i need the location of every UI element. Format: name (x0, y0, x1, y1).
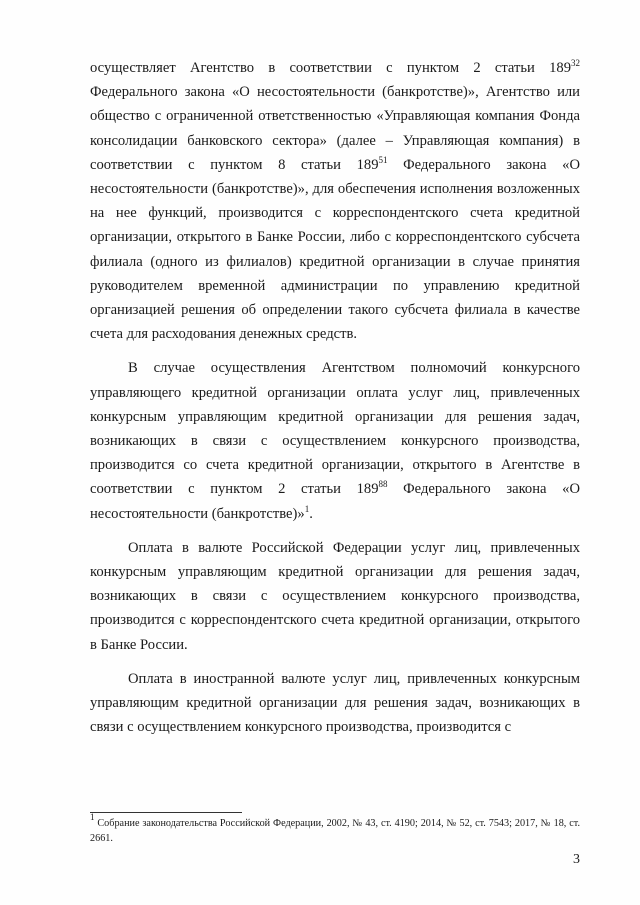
text-segment: Федерального закона «О несостоятельности (банкротстве)», Агентство или общество с ограниченной ответственностью «Управляющая компания Фонда консолидации банковского сектора» (далее – Управляющая компания) в соответствии с пунктом 8 статьи 189 (90, 84, 580, 173)
body-text (90, 56, 580, 739)
superscript: 51 (378, 154, 388, 165)
text-segment: В случае осуществления Агентством полномочий конкурсного управляющего кредитной организации оплата услуг лиц, привлеченных конкурсным управляющим кредитной организации для решения задач, возникающих в связи с осуществлением конкурсного производства, производится со счета кредитной организации, открытого в Агентстве в соответствии с пунктом 2 статьи 189 (90, 360, 580, 498)
paragraph (90, 536, 580, 657)
footnote-text: Собрание законодательства Российской Федерации, 2002, № 43, ст. 4190; 2014, № 52, ст. 7543; 2017, № 18, ст. 2661. (90, 818, 580, 844)
text-segment: . (309, 505, 313, 522)
paragraph (90, 667, 580, 740)
footnote-marker: 1 (90, 812, 95, 822)
superscript: 88 (378, 479, 388, 490)
text-segment: Оплата в валюте Российской Федерации услуг лиц, привлеченных конкурсным управляющим кредитной организации для решения задач, возникающих в связи с осуществлением конкурсного производства, производится с корреспондентского счета кредитной организации, открытого в Банке России. (90, 539, 580, 653)
superscript: 1 (304, 503, 310, 514)
footnote (90, 812, 580, 846)
paragraph (90, 56, 580, 346)
text-segment: осуществляет Агентство в соответствии с пунктом 2 статьи 189 (90, 60, 571, 76)
text-segment: Федерального закона «О несостоятельности (банкротстве)», для обеспечения исполнения возложенных на нее функций, производится с корреспондентского счета кредитной организации, открытого в Банке России, либо с корреспондентского субсчета филиала (одного из филиалов) кредитной организации в случае принятия руководителем временной администрации по управлению кредитной организацией решения об определении такого субсчета филиала в качестве счета для расходования денежных средств. (90, 156, 580, 343)
superscript: 32 (571, 58, 580, 68)
footnote-separator (90, 812, 242, 813)
page-number: 3 (573, 852, 580, 867)
paragraph (90, 356, 580, 525)
text-segment: Федерального закона «О несостоятельности (банкротстве)» (90, 481, 580, 522)
text-segment: Оплата в иностранной валюте услуг лиц, привлеченных конкурсным управляющим кредитной организации для решения задач, возникающих в связи с осуществлением конкурсного производства, производится с (90, 670, 580, 736)
